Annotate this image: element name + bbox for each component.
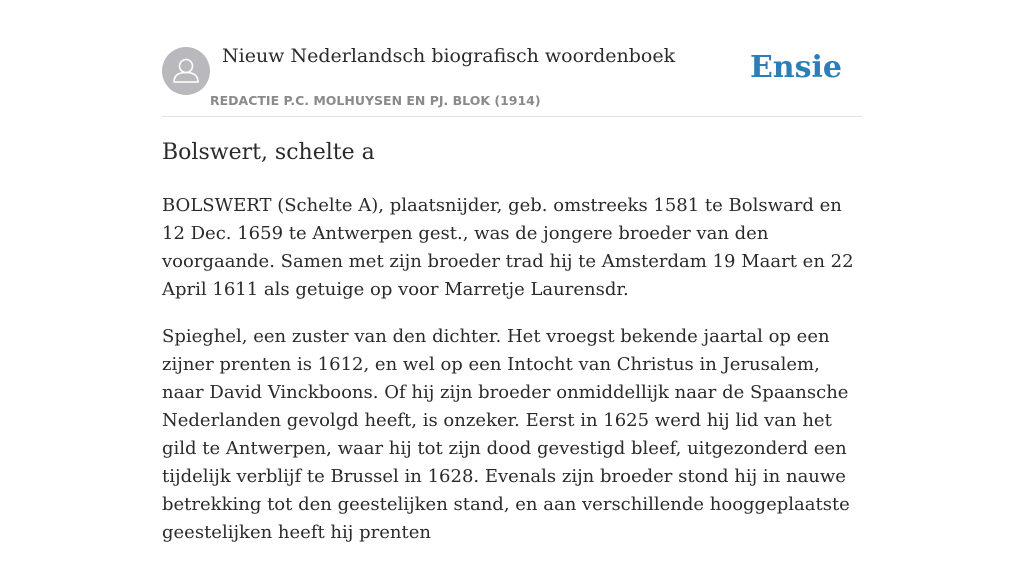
editors-credit: REDACTIE P.C. MOLHUYSEN EN PJ. BLOK (1914) — [210, 93, 541, 108]
book-title[interactable]: Nieuw Nederlandsch biografisch woordenboek — [222, 45, 676, 67]
entry-body — [162, 192, 862, 566]
paragraph: BOLSWERT (Schelte A), plaatsnijder, geb. omstreeks 1581 te Bolsward en 12 Dec. 1659 te Antwerpen gest., was de jongere broeder van den voorgaande. Samen met zijn broeder trad hij te Amsterdam 19 Maart en 22 April 1611 als getuige op voor Marretje Laurensdr. — [162, 195, 854, 300]
header — [162, 0, 862, 117]
author-avatar[interactable] — [162, 47, 210, 95]
paragraph: Spieghel, een zuster van den dichter. Het vroegst bekende jaartal op een zijner prenten is 1612, en wel op een Intocht van Christus in Jerusalem, naar David Vinckboons. Of hij zijn broeder onmiddellijk naar de Spaansche Nederlanden gevolgd heeft, is onzeker. Eerst in 1625 werd hij lid van het gild te Antwerpen, waar hij tot zijn dood gevestigd bleef, uitgezonderd een tijdelijk verblijf te Brussel in 1628. Evenals zijn broeder stond hij in nauwe betrekking tot den geestelijken stand, en aan verschillende hooggeplaatste geestelijken heeft hij prenten — [162, 326, 850, 543]
user-silhouette-icon — [162, 47, 210, 95]
entry-title: Bolswert, schelte a — [162, 140, 375, 165]
site-logo[interactable]: Ensie — [749, 50, 842, 85]
